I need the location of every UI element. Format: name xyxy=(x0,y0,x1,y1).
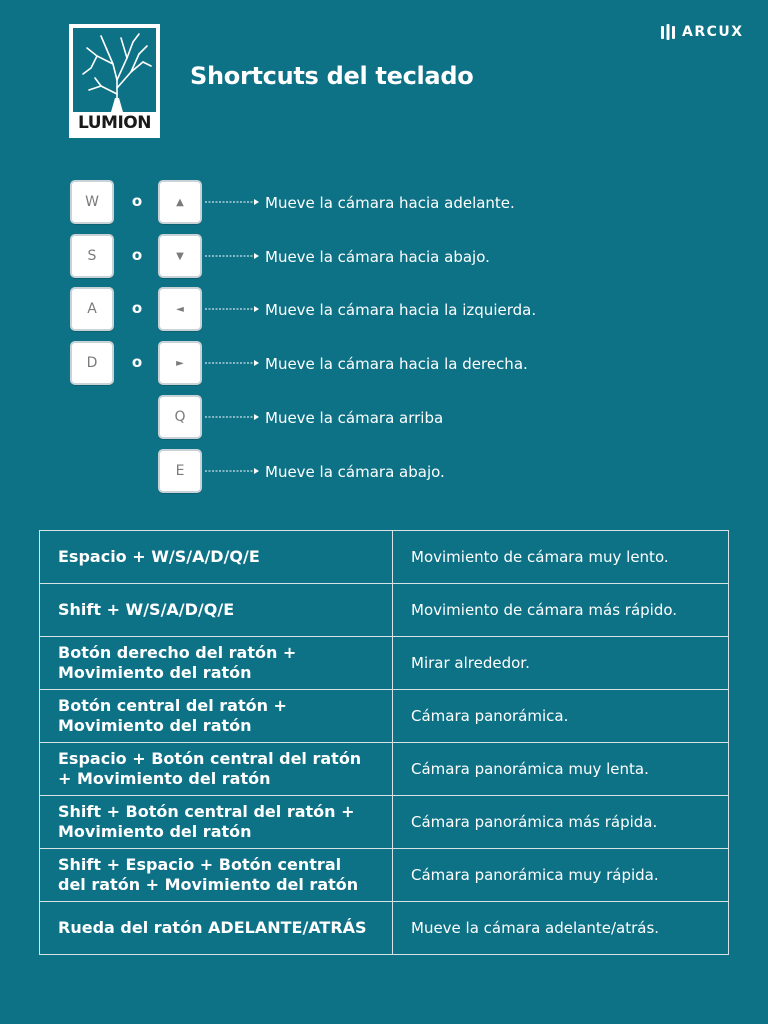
key-e: E xyxy=(158,449,202,493)
shortcut-action: Cámara panorámica muy rápida. xyxy=(393,849,729,902)
or-label: o xyxy=(131,353,143,371)
dotted-arrow-icon xyxy=(204,466,260,476)
key-description: Mueve la cámara hacia adelante. xyxy=(265,194,515,212)
key-description: Mueve la cámara hacia la izquierda. xyxy=(265,301,537,319)
table-row xyxy=(40,743,729,796)
brand-logo xyxy=(660,22,744,42)
table-row xyxy=(40,637,729,690)
key-s: S xyxy=(70,234,114,278)
table-row xyxy=(40,849,729,902)
dotted-arrow-icon xyxy=(204,358,260,368)
key-description: Mueve la cámara hacia la derecha. xyxy=(265,355,528,373)
shortcuts-table xyxy=(39,530,729,955)
shortcut-combo: Shift + Espacio + Botón central del ratón + Movimiento del ratón xyxy=(40,849,393,902)
dotted-arrow-icon xyxy=(204,251,260,261)
key-description: Mueve la cámara abajo. xyxy=(265,463,445,481)
key-description: Mueve la cámara hacia abajo. xyxy=(265,248,490,266)
table-row xyxy=(40,531,729,584)
page-title: Shortcuts del teclado xyxy=(190,62,474,90)
key-w: W xyxy=(70,180,114,224)
dotted-arrow-icon xyxy=(204,304,260,314)
or-label: o xyxy=(131,299,143,317)
or-label: o xyxy=(131,246,143,264)
table-row xyxy=(40,796,729,849)
logo-wordmark: LUMION xyxy=(73,112,156,134)
shortcut-combo: Rueda del ratón ADELANTE/ATRÁS xyxy=(40,902,393,955)
up-arrow-icon: ▲ xyxy=(158,180,202,224)
shortcut-action: Movimiento de cámara más rápido. xyxy=(393,584,729,637)
shortcut-action: Cámara panorámica más rápida. xyxy=(393,796,729,849)
left-arrow-icon: ◄ xyxy=(158,287,202,331)
shortcut-action: Mirar alrededor. xyxy=(393,637,729,690)
shortcut-combo: Shift + Botón central del ratón + Movimiento del ratón xyxy=(40,796,393,849)
shortcut-combo: Espacio + W/S/A/D/Q/E xyxy=(40,531,393,584)
shortcut-combo: Botón derecho del ratón + Movimiento del ratón xyxy=(40,637,393,690)
key-a: A xyxy=(70,287,114,331)
right-arrow-icon: ► xyxy=(158,341,202,385)
shortcut-combo: Botón central del ratón + Movimiento del ratón xyxy=(40,690,393,743)
table-row xyxy=(40,584,729,637)
shortcut-action: Cámara panorámica muy lenta. xyxy=(393,743,729,796)
dotted-arrow-icon xyxy=(204,197,260,207)
or-label: o xyxy=(131,192,143,210)
shortcut-combo: Espacio + Botón central del ratón + Movimiento del ratón xyxy=(40,743,393,796)
key-description: Mueve la cámara arriba xyxy=(265,409,444,427)
lumion-logo xyxy=(69,24,160,138)
shortcut-action: Mueve la cámara adelante/atrás. xyxy=(393,902,729,955)
key-d: D xyxy=(70,341,114,385)
arcux-icon xyxy=(660,23,676,41)
dotted-arrow-icon xyxy=(204,412,260,422)
tree-icon xyxy=(73,28,156,112)
shortcut-action: Cámara panorámica. xyxy=(393,690,729,743)
shortcut-action: Movimiento de cámara muy lento. xyxy=(393,531,729,584)
table-row xyxy=(40,690,729,743)
brand-name: ARCUX xyxy=(682,24,744,40)
down-arrow-icon: ▼ xyxy=(158,234,202,278)
table-row xyxy=(40,902,729,955)
key-q: Q xyxy=(158,395,202,439)
shortcut-combo: Shift + W/S/A/D/Q/E xyxy=(40,584,393,637)
